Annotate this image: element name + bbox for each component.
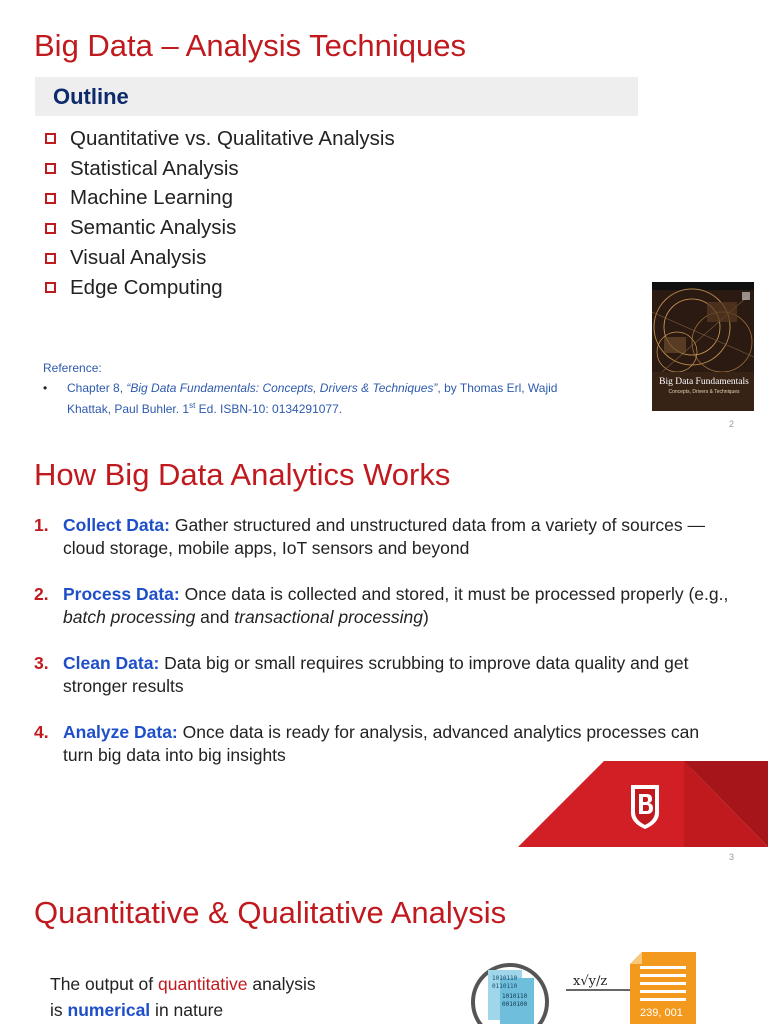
bradley-logo-banner (518, 761, 768, 847)
book-cover-subtitle: Concepts, Drivers & Techniques (668, 389, 740, 395)
svg-text:0010100: 0010100 (502, 1001, 528, 1008)
checkbox-bullet-icon (45, 282, 56, 293)
list-item: 1. Collect Data: Gather structured and unstructured data from a variety of sources — cloud storage, mobile apps, IoT sensors and beyond (34, 515, 705, 558)
book-cover-image (652, 282, 754, 411)
list-item: 4. Analyze Data: Once data is ready for analysis, advanced analytics processes can turn big data into big insights (34, 722, 700, 765)
checkbox-bullet-icon (45, 223, 56, 234)
checkbox-bullet-icon (45, 133, 56, 144)
reference-label: Reference: (43, 361, 102, 375)
list-item: 2. Process Data: Once data is collected and stored, it must be processed properly (e.g., batch processing and transactional processing) (34, 584, 729, 627)
slide-title: Quantitative & Qualitative Analysis (34, 895, 507, 930)
bullet-dot: • (43, 381, 48, 395)
document-number: 239, 001 (640, 1007, 683, 1019)
list-item: Edge Computing (45, 273, 395, 303)
svg-text:0110110: 0110110 (492, 983, 518, 990)
checkbox-bullet-icon (45, 163, 56, 174)
page-number: 2 (728, 419, 734, 429)
slide-quant-qual (0, 864, 768, 1024)
list-item: Statistical Analysis (45, 154, 395, 184)
list-item: Machine Learning (45, 184, 395, 214)
page-number: 3 (728, 852, 734, 862)
outline-list (45, 124, 395, 303)
book-cover-title: Big Data Fundamentals (659, 377, 749, 387)
binary-data-circle-icon (473, 965, 547, 1024)
bradley-b-shield-icon (631, 785, 659, 829)
checkbox-bullet-icon (45, 193, 56, 204)
slide-title: How Big Data Analytics Works (34, 457, 451, 492)
outline-header (35, 77, 638, 116)
slide-outline (0, 0, 768, 432)
svg-text:1010110: 1010110 (492, 975, 518, 982)
list-item: Semantic Analysis (45, 213, 395, 243)
checkbox-bullet-icon (45, 253, 56, 264)
slide-analytics-steps (0, 432, 768, 864)
slide-title: Big Data – Analysis Techniques (34, 28, 466, 63)
steps-list (34, 514, 734, 790)
list-item: Quantitative vs. Qualitative Analysis (45, 124, 395, 154)
reference-citation: • Chapter 8, “Big Data Fundamentals: Concepts, Drivers & Techniques”, by Thomas Erl, Wajid Khattak, Paul Buhler. 1st Ed. ISBN-10: 0134291077. (43, 381, 558, 416)
quantitative-description: The output of quantitative analysis is numerical in nature (50, 974, 316, 1020)
formula-label: x√y/z (573, 974, 608, 989)
outline-label: Outline (53, 84, 129, 109)
list-item: Visual Analysis (45, 243, 395, 273)
svg-text:1010110: 1010110 (502, 993, 528, 1000)
book-title-link: “Big Data Fundamentals: Concepts, Drivers & Techniques” (126, 381, 438, 395)
list-item: 3. Clean Data: Data big or small requires scrubbing to improve data quality and get stronger results (34, 653, 689, 696)
